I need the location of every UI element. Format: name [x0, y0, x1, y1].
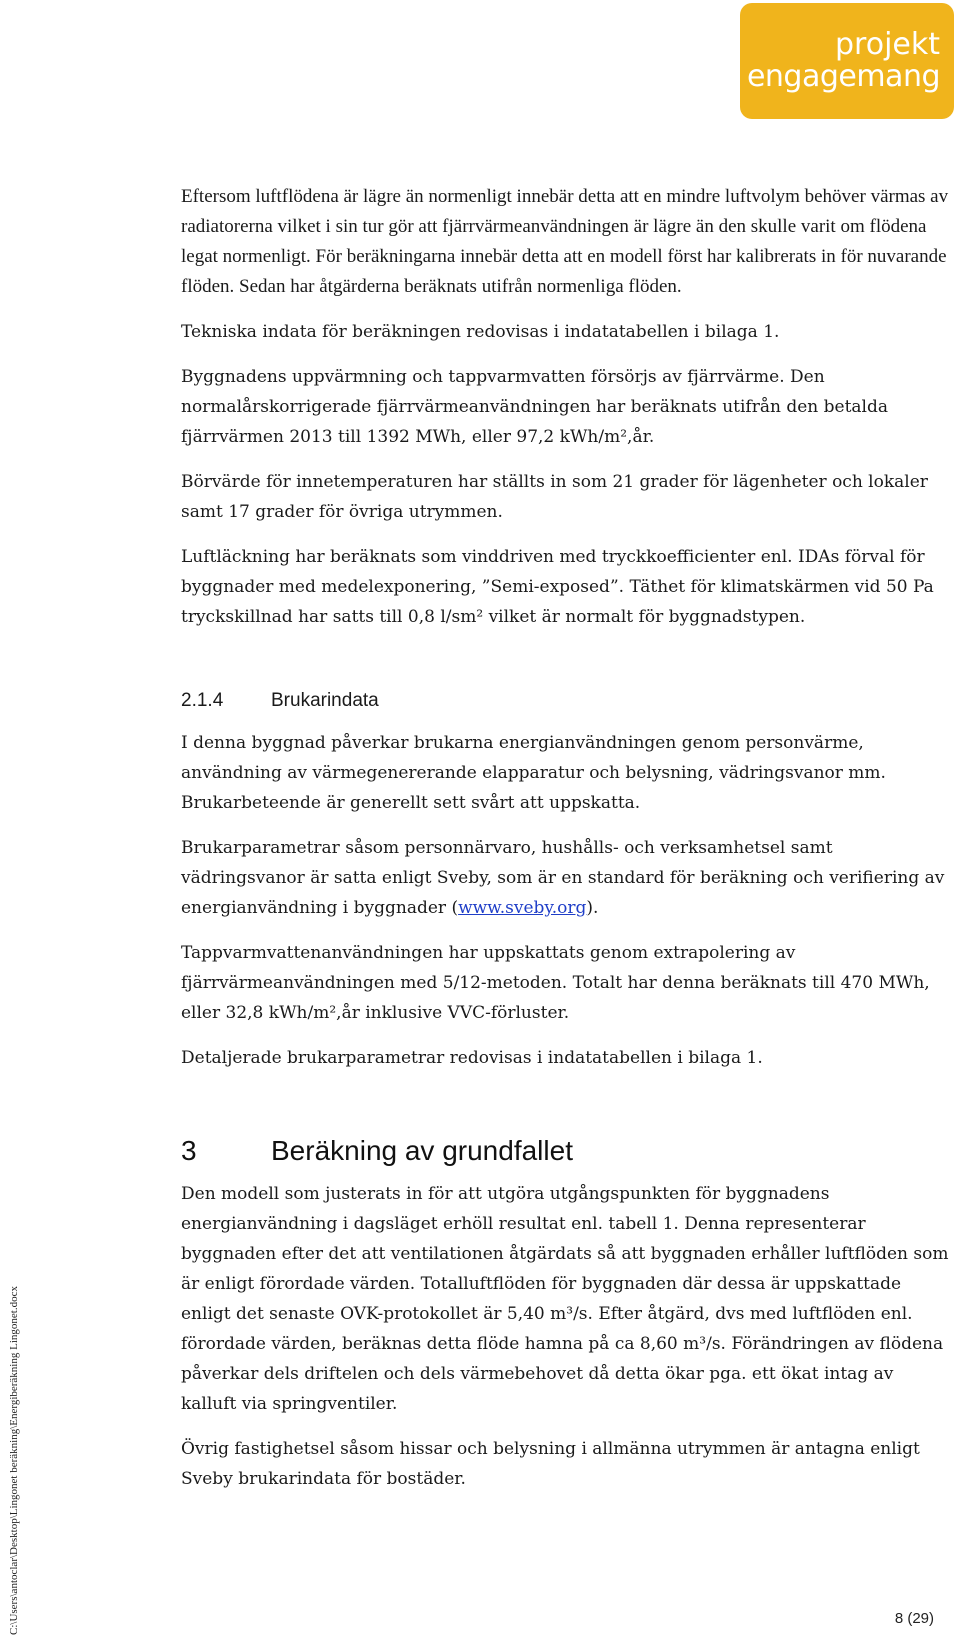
paragraph-setpoint: Börvärde för innetemperaturen har ställts in som 21 grader för lägenheter och lokaler samt 17 grader för övriga utrymmen. — [181, 472, 928, 522]
heading-title: Beräkning av grundfallet — [271, 1135, 573, 1166]
paragraph-property-electricity: Övrig fastighetsel såsom hissar och belysning i allmänna utrymmen är antagna enligt Sveby brukarindata för bostäder. — [181, 1439, 920, 1489]
paragraph-user-influence: I denna byggnad påverkar brukarna energianvändningen genom personvärme, användning av värmegenererande elapparatur och belysning, vädringsvanor mm. Brukarbeteende är generellt sett svårt att uppskatta. — [181, 733, 886, 813]
paragraph-airflow: Eftersom luftflödena är lägre än normenligt innebär detta att en mindre luftvolym behöver värmas av radiatorerna vilket i sin tur gör att fjärrvärmeanvändningen är lägre än den skulle varit om flödena legat normenligt. För beräkningarna innebär detta att en modell först har kalibrerats in för nuvarande flöden. Sedan har åtgärderna beräknats utifrån normenliga flöden. — [181, 186, 949, 297]
logo-line-2: engagemang — [746, 59, 940, 94]
heading-2-1-4 — [181, 688, 951, 714]
page-number: 8 (29) — [894, 1610, 934, 1627]
heading-number: 2.1.4 — [181, 690, 224, 711]
heading-3 — [181, 1133, 951, 1169]
company-logo — [740, 3, 954, 119]
heading-title: Brukarindata — [271, 690, 379, 711]
sveby-link[interactable]: www.sveby.org — [458, 898, 587, 918]
heading-number: 3 — [181, 1135, 197, 1166]
paragraph-user-parameters — [181, 833, 951, 923]
paragraph-technical-input: Tekniska indata för beräkningen redovisas i indatatabellen i bilaga 1. — [181, 322, 780, 342]
paragraph-heating: Byggnadens uppvärmning och tappvarmvatten försörjs av fjärrvärme. Den normalårskorrigerade fjärrvärmeanvändningen har beräknats utifrån den betalda fjärrvärmen 2013 till 1392 MWh, eller 97,2 kWh/m²,år. — [181, 367, 888, 447]
file-path-footer: C:\Users\antoclar\Desktop\Lingonet beräkning\Energiberäkning Lingonet.docx — [8, 1286, 20, 1635]
paragraph-hot-water: Tappvarmvattenanvändningen har uppskattats genom extrapolering av fjärrvärmeanvändningen med 5/12-metoden. Totalt har denna beräknats till 470 MWh, eller 32,8 kWh/m²,år inklusive VVC-förluster. — [181, 943, 930, 1023]
text-before-link: Brukarparametrar såsom personnärvaro, hushålls- och verksamhetsel samt vädringsvanor är satta enligt Sveby, som är en standard för beräkning och verifiering av energianvändning i byggnader ( — [181, 838, 945, 918]
document-body — [181, 182, 951, 1509]
logo-line-1: projekt — [835, 27, 940, 62]
paragraph-air-leakage: Luftläckning har beräknats som vinddriven med tryckkoefficienter enl. IDAs förval för byggnader med medelexponering, ”Semi-exposed”. Täthet för klimatskärmen vid 50 Pa tryckskillnad har satts till 0,8 l/sm² vilket är normalt för byggnadstypen. — [181, 547, 934, 627]
paragraph-model-result: Den modell som justerats in för att utgöra utgångspunkten för byggnadens energianvändning i dagsläget erhöll resultat enl. tabell 1. Denna representerar byggnaden efter det att ventilationen åtgärdats så att byggnaden erhåller luftflöden som är enligt förordade värden. Totalluftflöden för byggnaden där dessa är uppskattade enligt det senaste OVK-protokollet är 5,40 m³/s. Efter åtgärd, dvs med luftflöden enl. förordade värden, beräknas detta flöde hamna på ca 8,60 m³/s. Förändringen av flödena påverkar dels driftelen och dels värmebehovet då detta ökar pga. ett ökat intag av kalluft via springventiler. — [181, 1184, 949, 1414]
text-after-link: ). — [586, 898, 599, 918]
paragraph-detailed-parameters: Detaljerade brukarparametrar redovisas i indatatabellen i bilaga 1. — [181, 1048, 763, 1068]
